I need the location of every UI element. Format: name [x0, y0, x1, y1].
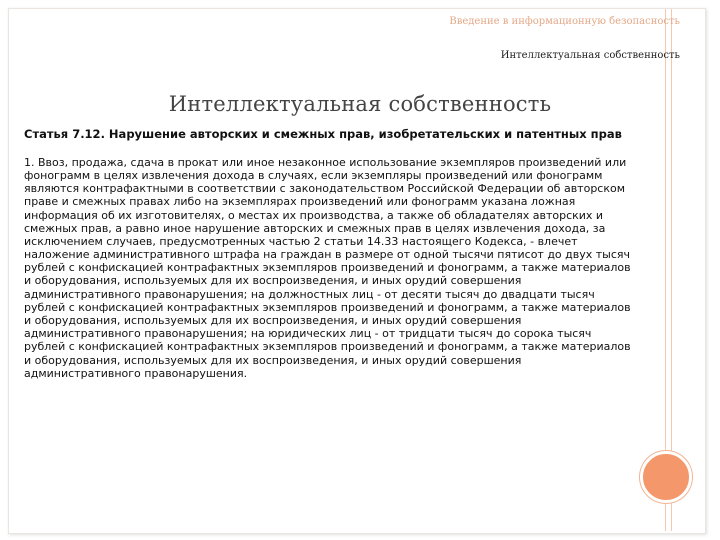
article-body: 1. Ввоз, продажа, сдача в прокат или иное незаконное использование экземпляров произведений или фонограмм в целях извлечения дохода в случаях, если экземпляры произведений или фонограмм являются контрафактными в соответствии с законодательством Российской Федерации об авторском праве и смежных правах либо на экземплярах произведений или фонограмм указана ложная информация об их изготовителях, о местах их производства, а также об обладателях авторских и смежных прав, а равно иное нарушение авторских и смежных прав в целях извлечения дохода, за исключением случаев, предусмотренных частью 2 статьи 14.33 настоящего Кодекса, - влечет наложение административного штрафа на граждан в размере от одной тысячи пятисот до двух тысяч рублей с конфискацией контрафактных экземпляров произведений и фонограмм, а также материалов и оборудования, используемых для их воспроизведения, и иных орудий совершения административного правонарушения; на должностных лиц - от десяти тысяч до двадцати тысяч рублей с конфискацией контрафактных экземпляров произведений и фонограмм, а также материалов и оборудования, используемых для их воспроизведения, и иных орудий совершения административного правонарушения; на юридических лиц - от тридцати тысяч до сорока тысяч рублей с конфискацией контрафактных экземпляров произведений и фонограмм, а также материалов и оборудования, используемых для их воспроизведения, и иных орудий совершения административного правонарушения. [24, 155, 631, 380]
slide-title: Интеллектуальная собственность [168, 92, 552, 116]
slide-content [24, 128, 632, 380]
article-heading: Статья 7.12. Нарушение авторских и смежных прав, изобретательских и патентных прав [24, 127, 622, 141]
decorative-circle-icon [640, 451, 692, 503]
topic-header: Интеллектуальная собственность [500, 50, 680, 61]
course-header: Введение в информационную безопасность [449, 16, 680, 27]
